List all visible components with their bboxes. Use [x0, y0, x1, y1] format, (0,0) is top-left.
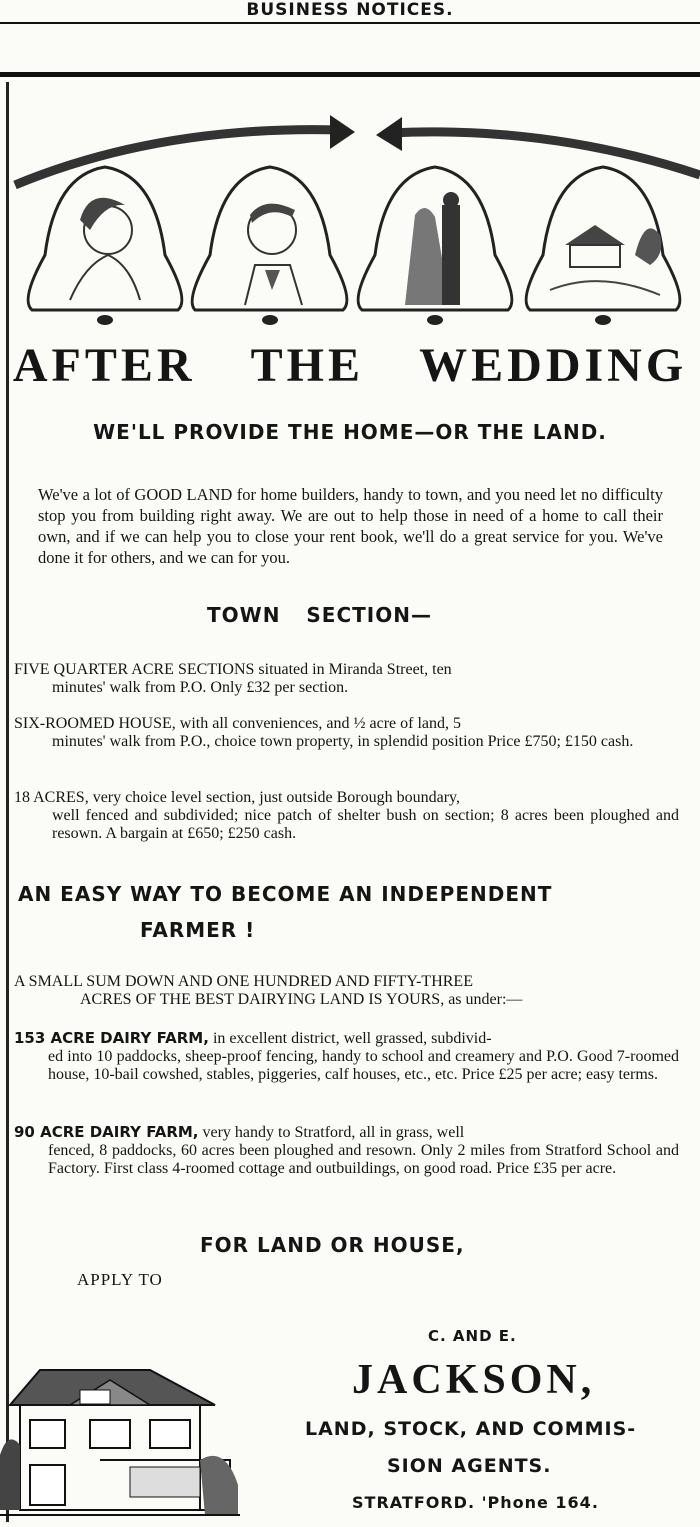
list-item [14, 715, 679, 751]
farm-lead: 90 ACRE DAIRY FARM, [14, 1123, 199, 1141]
bell-bride-icon [28, 167, 182, 325]
farm-intro [14, 973, 679, 1009]
farm-lead: 153 ACRE DAIRY FARM, [14, 1029, 209, 1047]
item-first-line: FIVE QUARTER ACRE SECTIONS situated in Miranda Street, ten [14, 661, 452, 678]
ad-left-border [6, 82, 9, 1522]
item-first-line: SIX-ROOMED HOUSE, with all conveniences, and ½ acre of land, 5 [14, 715, 462, 732]
arrow-left-icon [376, 117, 402, 151]
intro-paragraph: We've a lot of GOOD LAND for home builders, handy to town, and you need let no difficulty stop you from building right away. We are out to help those in need of a home to call their own, and if we can help you to close your rent book, we'll do a great service for you. We've done it for others, and we can for you. [38, 485, 663, 567]
firm-description-line1: LAND, STOCK, AND COMMIS- [305, 1418, 637, 1440]
ad-top-border [0, 72, 700, 77]
firm-initials: C. AND E. [428, 1327, 517, 1345]
farmer-heading-line2: FARMER ! [140, 918, 256, 942]
contact-heading: FOR LAND OR HOUSE, [200, 1233, 465, 1257]
firm-address: STRATFORD. 'Phone 164. [352, 1493, 599, 1512]
bell-home-icon [526, 167, 680, 325]
farm-intro-line2: ACRES OF THE BEST DAIRYING LAND IS YOURS, as under:— [80, 991, 523, 1008]
farm-intro-line1: A SMALL SUM DOWN AND ONE HUNDRED AND FIFTY-THREE [14, 973, 473, 990]
ribbon-left [15, 130, 340, 185]
bell-couple-icon [358, 167, 512, 325]
house-illustration [0, 1335, 240, 1520]
item-first-line: in excellent district, well grassed, subdivid- [208, 1030, 492, 1047]
ad-title: AFTER THE WEDDING [12, 339, 688, 392]
apply-to: APPLY TO [77, 1270, 163, 1289]
item-first-line: very handy to Stratford, all in grass, well [198, 1124, 465, 1141]
item-continuation: minutes' walk from P.O. Only £32 per section. [52, 679, 349, 696]
list-item [14, 1029, 679, 1084]
item-continuation: minutes' walk from P.O., choice town property, in splendid position Price £750; £150 cash. [52, 733, 634, 750]
farmer-heading: AN EASY WAY TO BECOME AN INDEPENDENT [18, 882, 553, 906]
list-item [14, 789, 679, 843]
firm-description-line2: SION AGENTS. [387, 1455, 552, 1477]
item-continuation: fenced, 8 paddocks, 60 acres been ploughed and resown. Only 2 miles from Stratford School and Factory. First class 4-roomed cottage and outbuildings, on good road. Price £35 per acre. [48, 1142, 679, 1177]
town-section-heading: TOWN SECTION— [207, 603, 432, 627]
item-first-line: 18 ACRES, very choice level section, just outside Borough boundary, [14, 789, 461, 806]
arrow-right-icon [330, 115, 355, 149]
item-continuation: well fenced and subdivided; nice patch of shelter bush on section; 8 acres been ploughed and resown. A bargain at £650; £250 cash. [52, 807, 679, 842]
header-rule [0, 22, 700, 24]
firm-name: JACKSON, [352, 1357, 596, 1403]
ad-subtitle: WE'LL PROVIDE THE HOME—OR THE LAND. [93, 420, 607, 444]
list-item [14, 1123, 679, 1178]
bell-groom-icon [192, 167, 347, 325]
item-continuation: ed into 10 paddocks, sheep-proof fencing, handy to school and creamery and P.O. Good 7-roomed house, 10-bail cowshed, stables, piggeries, calf houses, etc., etc. Price £25 per acre; easy terms. [48, 1048, 679, 1083]
wedding-bells-illustration [10, 105, 700, 330]
section-header: BUSINESS NOTICES. [246, 0, 454, 20]
list-item [14, 661, 679, 697]
